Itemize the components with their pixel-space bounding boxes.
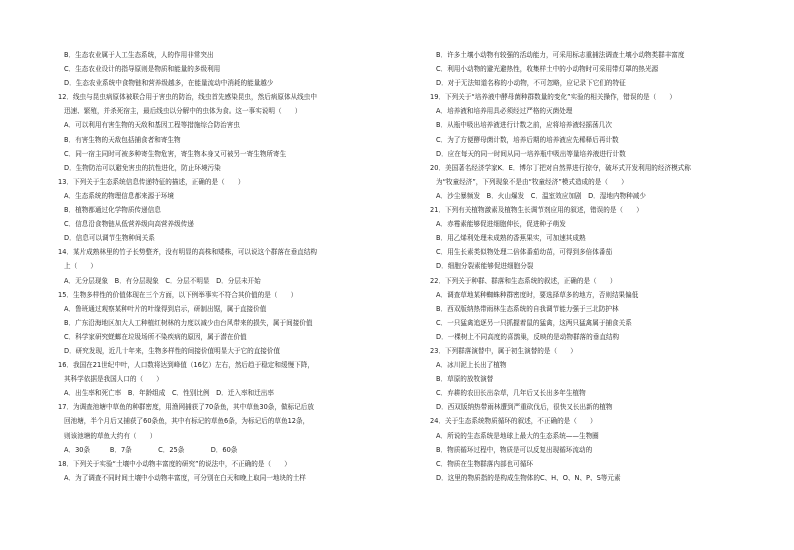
answer-option: C．利用小动物的避光避热性，收集样土中的小动物时可采用带灯罩的热光源 <box>436 65 659 74</box>
answer-option: A．调查草地某种蜘蛛种群密度时，要选择草多的地方，否则结果偏低 <box>436 290 639 299</box>
answer-option: C．同一宿主同时可被多种寄生物危害，寄生物本身又可被另一寄生物所寄生 <box>64 149 287 158</box>
answer-option: C．一只猛禽追逐另一只抓握着鼠的猛禽，这两只猛禽属于捕食关系 <box>436 318 632 327</box>
question-stem: 17．为调查池塘中草鱼的种群密度，用渔网捕获了70条鱼，其中草鱼30条，做标记后放 <box>58 403 314 412</box>
answer-option: B．物质循环过程中，物质是可以反复出现循环流动的 <box>436 445 593 454</box>
left-column <box>58 48 388 485</box>
question-stem: 16．我国在21世纪中叶，人口数将达到峰值（16亿）左右，然后趋于稳定和缓慢下降， <box>58 361 314 370</box>
answer-option: D．细胞分裂素能够促进细胞分裂 <box>436 262 534 271</box>
answer-option: A．培养液和培养用具必须经过严格的灭菌处理 <box>436 107 573 116</box>
answer-option: B．草原的放牧演替 <box>436 375 494 384</box>
answer-option: B．用乙烯利处理未成熟的香蕉果实，可加速其成熟 <box>436 234 586 243</box>
question-stem: 20．美国著名经济学家K．E．博尔丁把对自然界进行掠夺，破坏式开发利用的经济模式称 <box>430 163 691 172</box>
answer-option: A．赤霉素能够促进细胞伸长，促进种子萌发 <box>436 220 566 229</box>
answer-option: D．一棵树上不同高度的喜鹊巢，反映的是动物群落的垂直结构 <box>436 332 620 341</box>
answer-option: A．沙尘暴频发 B．火山爆发 C．温室效应加剧 D．湿地内物种减少 <box>436 191 646 200</box>
answer-option: D．西双版纳热带雨林遭到严重砍伐后，很快又长出新的植物 <box>436 403 613 412</box>
answer-option: C．生态农业设计的指导原则是物质和能量的多级利用 <box>64 65 221 74</box>
answer-option: B．植物都通过化学物质传递信息 <box>64 206 161 215</box>
answer-option: C．科学家研究蜣螂在垃圾场所不染疾病的原因，属于潜在价值 <box>64 332 247 341</box>
answer-option: B．广东沿海地区加大人工种植红树林的力度以减少由台风带来的损失，属于间接价值 <box>64 318 313 327</box>
question-stem: 15．生物多样性的价值体现在三个方面，以下例举事实不符合其价值的是（ ） <box>58 290 298 299</box>
answer-option: D．研究发现，近几十年来，生物多样性的间接价值明显大于它的直接价值 <box>64 346 281 355</box>
answer-option: D．应在每天的同一时间从同一培养瓶中吸出等量培养液进行计数 <box>436 149 626 158</box>
answer-option: A．鲁班通过观察某种叶片的叶缘得到启示，研制出锯，属于直接价值 <box>64 304 267 313</box>
question-stem: 18．下列关于实验“土壤中小动物丰富度的研究”的说法中，不正确的是（ ） <box>58 459 291 468</box>
answer-option: D．对于无法知道名称的小动物，不可忽略，应记录下它们的特征 <box>436 79 626 88</box>
answer-option: A．所说的生态系统是地球上最大的生态系统——生物圈 <box>436 431 599 440</box>
answer-option: B．许多土壤小动物有较强的活动能力，可采用标志重捕法调查土壤小动物类群丰富度 <box>436 51 685 59</box>
question-stem: 14．某片成熟林里的竹子长势整齐，没有明显的高株和矮株，可以说这个群落在垂直结构 <box>58 248 317 257</box>
answer-option: A．30条 B．7条 C．25条 D．60条 <box>64 445 238 454</box>
answer-option: D．生物防治可以避免害虫的抗性进化，防止环境污染 <box>64 163 221 172</box>
answer-option: C．信息沿食物链从低营养级向高营养级传递 <box>64 220 194 229</box>
question-stem: 21．下列有关植物激素及植物生长调节剂应用的叙述，错误的是（ ） <box>430 206 643 215</box>
answer-option: B．从瓶中吸出培养液进行计数之前，应将培养液轻摇荡几次 <box>436 121 612 130</box>
answer-option: A．可以利用有害生物的天敌和基因工程等措施综合防治害虫 <box>64 121 240 130</box>
question-stem: 13．下列关于生态系统信息传递特征的描述，正确的是（ ） <box>58 177 245 186</box>
answer-option: B．西双版纳热带雨林生态系统的自我调节能力强于三北防护林 <box>436 304 619 313</box>
answer-option: D．这里的物质指的是构成生物体的C、H、O、N、P、S等元素 <box>436 473 621 482</box>
question-stem: 22．下列关于种群、群落和生态系统的叙述，正确的是（ ） <box>430 276 617 285</box>
right-column <box>430 48 760 485</box>
answer-option: B．有害生物的天敌包括捕食者和寄生物 <box>64 135 181 144</box>
question-continuation: 上（ ） <box>64 262 97 271</box>
question-continuation: 迅速、繁殖，并杀死宿主，最后线虫以分解中的虫体为食。这一事实说明（ ） <box>64 107 302 116</box>
answer-option: A．出生率和死亡率 B．年龄组成 C．性别比例 D．迁入率和迁出率 <box>64 389 274 398</box>
answer-option: A．冰川泥上长出了植物 <box>436 361 507 370</box>
question-stem: 23．下列群落演替中，属于初生演替的是（ ） <box>430 346 577 355</box>
question-stem: 19．下列关于“培养液中酵母菌种群数量的变化”实验的相关操作，错误的是（ ） <box>430 93 677 102</box>
answer-option: C．物质在生物群落内部也可循环 <box>436 459 533 468</box>
answer-option: D．生态农业系统中食物链和营养级越多，在能量流动中消耗的能量越少 <box>64 79 274 88</box>
answer-option: A．为了调查不同时间土壤中小动物丰富度，可分别在白天和晚上取同一地块的土样 <box>64 473 306 482</box>
question-continuation: 其科学依据是我国人口的（ ） <box>64 375 163 384</box>
answer-option: A．无分层现象 B．有分层现象 C．分层不明显 D．分层未开始 <box>64 276 261 285</box>
answer-option: A．生态系统的物理信息都来源于环境 <box>64 191 175 200</box>
question-continuation: 回池塘，半个月后又捕获了60条鱼，其中有标记的草鱼6条，为标记后的草鱼12条， <box>64 417 310 426</box>
answer-option: C．用生长素类似物处理二倍体番茄幼苗，可得到多倍体番茄 <box>436 248 613 257</box>
question-stem: 24．关于生态系统物质循环的叙述，不正确的是（ ） <box>430 417 597 426</box>
question-stem: 12．线虫与昆虫病原体被联合用于害虫的防治，线虫首先感染昆虫，然后病原体从线虫中 <box>58 93 317 102</box>
question-continuation: 为“牧童经济”，下列现象不是由“牧童经济”模式造成的是（ ） <box>436 177 628 186</box>
question-continuation: 则该池塘的草鱼大约有（ ） <box>64 431 157 440</box>
answer-option: B．生态农业属于人工生态系统，人的作用非常突出 <box>64 51 214 59</box>
answer-option: C．为了方便酵母菌计数，培养后期的培养液应先稀释后再计数 <box>436 135 619 144</box>
answer-option: C．弃耕的农田长出杂草，几年后又长出多年生植物 <box>436 389 586 398</box>
answer-option: D．信息可以调节生物种间关系 <box>64 234 155 243</box>
